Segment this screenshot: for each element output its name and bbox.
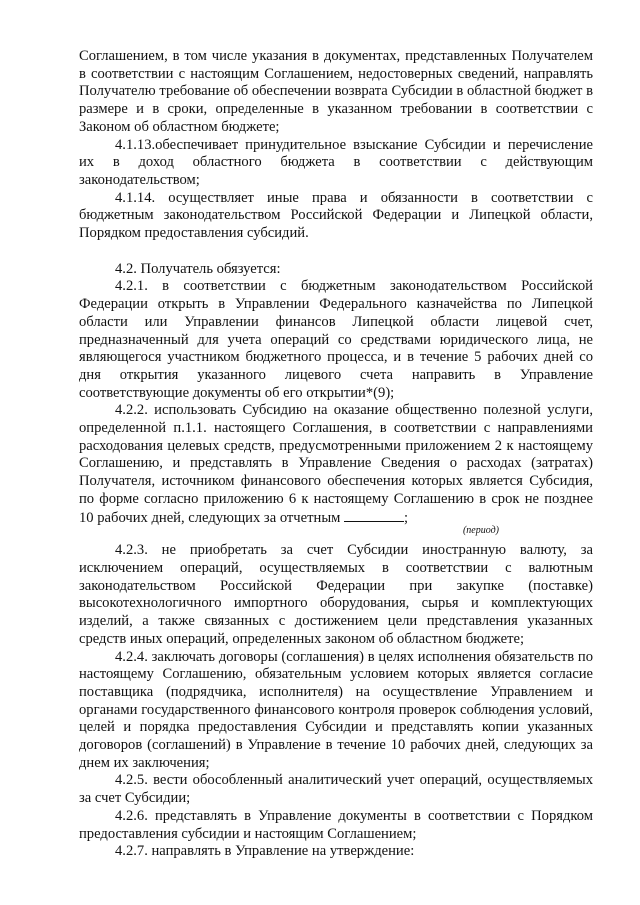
period-blank-field xyxy=(344,509,404,522)
paragraph-4-2-5: 4.2.5. вести обособленный аналитический учет операций, осуществляемых за счет Субсидии; xyxy=(79,772,593,807)
paragraph-4-2-7: 4.2.7. направлять в Управление на утверждение: xyxy=(115,843,415,860)
paragraph-gap xyxy=(79,243,593,261)
paragraph-4-2-2 xyxy=(79,402,593,527)
paragraph-4-2-3: 4.2.3. не приобретать за счет Субсидии иностранную валюту, за исключением операций, осуществляемых в соответствии с валютным законодательством Российской Федерации при закупке (поставке) высокотехнологичного импортного оборудования, сырья и комплектующих изделий, а также связанных с достижением цели представления указанных средств иных операций, определенных законом об областном бюджете; xyxy=(79,542,593,647)
paragraph-4-2-6: 4.2.6. представлять в Управление документы в соответствии с Порядком предоставления субсидии и настоящим Соглашением; xyxy=(79,807,593,842)
period-caption: (период) xyxy=(462,525,499,537)
paragraph-4-2-2-text: 4.2.2. использовать Субсидию на оказание общественно полезной услуги, определенной п.1.1. настоящего Соглашения, в соответствии с направлениями расходования целевых средств, предусмотренными приложением 2 к настоящему Соглашению, и представлять в Управление Сведения о расходах (затратах) Получателя, источником финансового обеспечения которых является Субсидия, по форме согласно приложению 6 к настоящему Соглашению в срок не позднее 10 рабочих дней, следующих за отчетным xyxy=(79,402,593,526)
paragraph-4-2-1: 4.2.1. в соответствии с бюджетным законодательством Российской Федерации открыть в Управлении Федерального казначейства по Липецкой области или Управлении финансов Липецкой области лицевой счет, предназначенный для учета операций со средствами юридического лица, не являющегося участником бюджетного процесса, и в течение 5 рабочих дней со дня открытия указанного лицевого счета направить в Управление соответствующие документы об его открытии*(9); xyxy=(79,278,593,401)
document-body xyxy=(79,48,593,861)
paragraph-continuation: Соглашением, в том числе указания в документах, представленных Получателем в соответствии с настоящим Соглашением, недостоверных сведений, направлять Получателю требование об обеспечении возврата Субсидии в областной бюджет в размере и в сроки, определенные в указанном требовании в соответствии с Законом об областном бюджете; xyxy=(79,48,593,135)
paragraph-4-2-2-suffix: ; xyxy=(404,509,409,526)
paragraph-4-1-13: 4.1.13.обеспечивает принудительное взыскание Субсидии и перечисление их в доход областного бюджета в соответствии с действующим законодательством; xyxy=(79,136,593,188)
paragraph-4-1-14: 4.1.14. осуществляет иные права и обязанности в соответствии с бюджетным законодательством Российской Федерации и Липецкой области, Порядком предоставления субсидий. xyxy=(79,189,593,242)
paragraph-4-2-4: 4.2.4. заключать договоры (соглашения) в целях исполнения обязательств по настоящему Соглашению, обязательным условием которых является согласие поставщика (подрядчика, исполнителя) на осуществление Управлением и органами государственного финансового контроля проверок соблюдения условий, целей и порядка предоставления Субсидии и представлять копии указанных договоров (соглашений) в Управление в течение 10 рабочих дней, следующих за днем их заключения; xyxy=(79,648,593,771)
paragraph-4-2: 4.2. Получатель обязуется: xyxy=(115,260,281,277)
